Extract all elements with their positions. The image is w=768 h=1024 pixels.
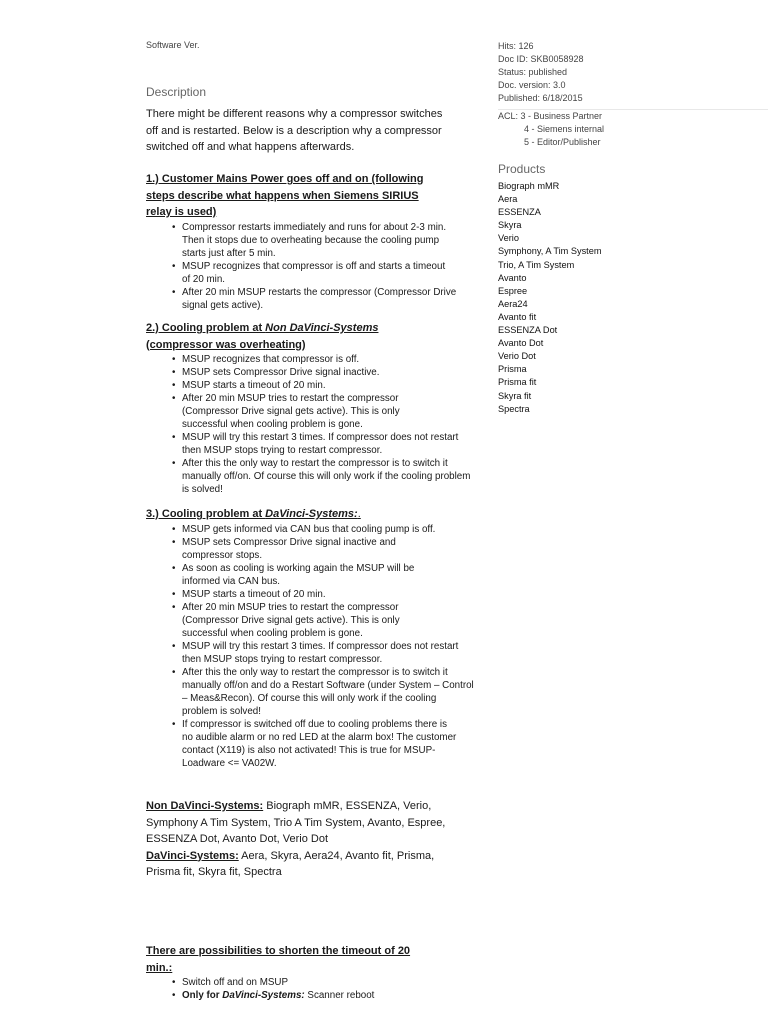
- product-item[interactable]: Aera24: [498, 298, 528, 309]
- section-1-heading: [146, 171, 446, 221]
- section-3-heading: [146, 506, 476, 523]
- section-2-heading-suffix: (compressor was overheating): [146, 338, 306, 351]
- list-item: • MSUP starts a timeout of 20 min.: [182, 588, 476, 601]
- product-item[interactable]: Verio: [498, 233, 519, 244]
- list-item: • As soon as cooling is working again the MSUP will be informed via CAN bus.: [182, 562, 447, 588]
- acl-line-2: 4 - Siemens internal: [524, 124, 605, 134]
- description-heading: Description: [146, 85, 207, 99]
- list-item: • After this the only way to restart the compressor is to switch it manually off/on. Of course this will only work if the cooling problem is solved!: [182, 457, 474, 496]
- software-version-label: Software Ver.: [146, 40, 200, 50]
- product-item[interactable]: Aera: [498, 194, 518, 205]
- list-item: • Compressor restarts immediately and runs for about 2-3 min. Then it stops due to overheating because the cooling pump starts just after 5 min.: [182, 221, 454, 260]
- acl-block: [498, 110, 604, 149]
- section-2-heading-prefix: 2.) Cooling problem at: [146, 322, 266, 334]
- shorten-bullets: [146, 976, 476, 1002]
- davinci-systems-label: DaVinci-Systems:: [222, 990, 305, 1001]
- list-item: • MSUP will try this restart 3 times. If compressor does not restart then MSUP stops trying to restart compressor.: [182, 640, 474, 666]
- list-item: • MSUP sets Compressor Drive signal inactive and compressor stops.: [182, 536, 432, 562]
- section-3-heading-suffix: .: [357, 508, 361, 520]
- product-item[interactable]: Avanto Dot: [498, 338, 544, 349]
- list-item: • Switch off and on MSUP: [182, 976, 476, 989]
- product-item[interactable]: Trio, A Tim System: [498, 259, 575, 270]
- section-2: [146, 320, 476, 496]
- list-item: • MSUP starts a timeout of 20 min.: [182, 379, 476, 392]
- section-3-heading-italic: DaVinci-Systems:: [265, 508, 358, 520]
- product-item[interactable]: Avanto: [498, 272, 527, 283]
- product-item[interactable]: Avanto fit: [498, 311, 537, 322]
- acl-line-1: ACL: 3 - Business Partner: [498, 111, 603, 121]
- product-item[interactable]: ESSENZA Dot: [498, 325, 558, 336]
- davinci-text: Aera, Skyra, Aera24, Avanto fit, Prisma, Prisma fit, Skyra fit, Spectra: [146, 849, 435, 878]
- section-1-heading-text: 1.) Customer Mains Power goes off and on (following steps describe what happens when Siemens SIRIUS relay is used): [146, 173, 424, 218]
- section-2-heading: [146, 320, 426, 353]
- product-item[interactable]: ESSENZA: [498, 207, 541, 218]
- products-heading: Products: [498, 162, 546, 176]
- sidebar-divider: [498, 109, 768, 110]
- systems-paragraph: [146, 798, 446, 881]
- section-1: [146, 171, 476, 312]
- section-1-bullets: [146, 221, 476, 312]
- list-item: • If compressor is switched off due to cooling problems there is no audible alarm or no red LED at the alarm box! The customer contact (X119) is also not activated! This is true for MSUP-Loadware <= VA02W.: [182, 718, 457, 770]
- product-item[interactable]: Skyra fit: [498, 390, 532, 401]
- doc-version: Doc. version: 3.0: [498, 80, 566, 90]
- published-date: Published: 6/18/2015: [498, 93, 583, 103]
- list-item: [182, 989, 476, 1002]
- davinci-label: DaVinci-Systems:: [146, 849, 239, 862]
- list-item: • After 20 min MSUP tries to restart the compressor (Compressor Drive signal gets active). This is only successful when cooling problem is gone.: [182, 392, 440, 431]
- list-item: • After 20 min MSUP tries to restart the compressor (Compressor Drive signal gets active). This is only successful when cooling problem is gone.: [182, 601, 440, 640]
- doc-status: Status: published: [498, 67, 568, 77]
- document-metadata: [498, 40, 584, 105]
- non-davinci-text: Biograph mMR, ESSENZA, Verio, Symphony A Tim System, Trio A Tim System, Avanto, Espree, ESSENZA Dot, Avanto Dot, Verio Dot: [146, 800, 446, 845]
- product-item[interactable]: Verio Dot: [498, 351, 536, 362]
- product-item[interactable]: Prisma: [498, 364, 527, 375]
- products-list: [498, 180, 601, 416]
- non-davinci-label: Non DaVinci-Systems:: [146, 800, 264, 812]
- product-item[interactable]: Espree: [498, 285, 528, 296]
- hits-count: Hits: 126: [498, 41, 534, 51]
- list-item: • MSUP gets informed via CAN bus that cooling pump is off.: [182, 523, 476, 536]
- product-item[interactable]: Skyra: [498, 220, 522, 231]
- product-item[interactable]: Prisma fit: [498, 377, 537, 388]
- shorten-heading: There are possibilities to shorten the timeout of 20 min.:: [146, 945, 411, 974]
- product-item[interactable]: Biograph mMR: [498, 181, 560, 191]
- section-2-heading-italic: Non DaVinci-Systems: [265, 322, 379, 334]
- doc-id: Doc ID: SKB0058928: [498, 54, 584, 64]
- list-item: • After 20 min MSUP restarts the compressor (Compressor Drive signal gets active).: [182, 286, 472, 312]
- section-3-heading-prefix: 3.) Cooling problem at: [146, 508, 266, 520]
- section-2-bullets: [146, 353, 476, 496]
- section-3: [146, 506, 476, 770]
- list-item: • MSUP will try this restart 3 times. If compressor does not restart then MSUP stops trying to restart compressor.: [182, 431, 474, 457]
- list-item: • MSUP sets Compressor Drive signal inactive.: [182, 366, 476, 379]
- acl-line-3: 5 - Editor/Publisher: [524, 137, 601, 147]
- list-item: • MSUP recognizes that compressor is off.: [182, 353, 476, 366]
- list-item: • After this the only way to restart the compressor is to switch it manually off/on and do a Restart Software (under System – Control – Meas&Recon). Of course this will only work if the cooling problem is solved!: [182, 666, 474, 718]
- list-item: • MSUP recognizes that compressor is off and starts a timeout of 20 min.: [182, 260, 454, 286]
- shorten-section: [146, 943, 476, 1002]
- product-item[interactable]: Spectra: [498, 403, 530, 414]
- only-for-label: Only for: [182, 990, 223, 1001]
- scanner-reboot-text: Scanner reboot: [304, 990, 375, 1001]
- intro-paragraph: There might be different reasons why a compressor switches off and is restarted. Below is a description why a compressor switched off and what happens afterwards.: [146, 108, 443, 153]
- product-item[interactable]: Symphony, A Tim System: [498, 246, 602, 257]
- section-3-bullets: [146, 523, 476, 770]
